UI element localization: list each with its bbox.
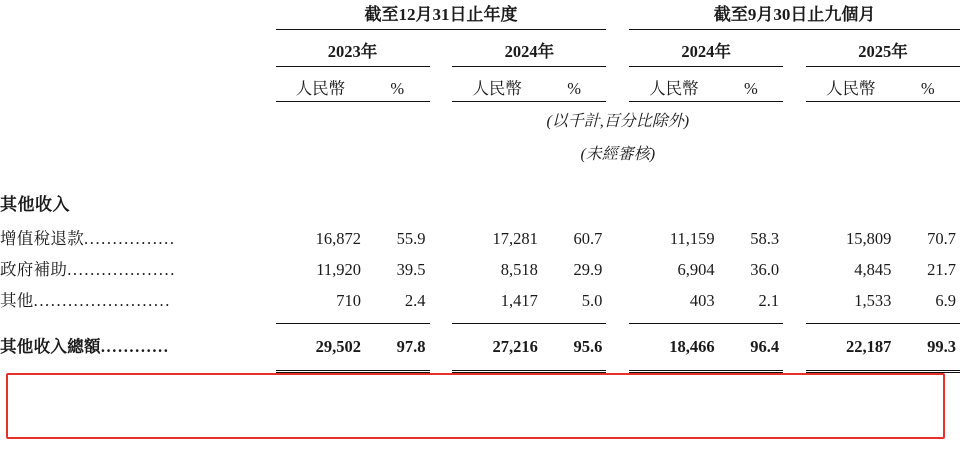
header-group-row <box>0 0 960 30</box>
total-label-dots: ............ <box>100 336 170 356</box>
row-label-text: 其他 <box>0 291 34 310</box>
header-unit-gap-2 <box>606 75 629 102</box>
header-year-gap-3 <box>783 38 806 67</box>
cell-vat-2025n-pct: 70.7 <box>927 229 956 248</box>
header-group-ninemonths: 截至9月30日止九個月 <box>629 0 960 30</box>
dblrule-2023-rmb <box>276 362 365 372</box>
rule-spacer <box>0 314 276 324</box>
cell-total-2025n-pct: 99.3 <box>927 336 956 356</box>
cell-vat-2023-pct: 55.9 <box>396 229 426 248</box>
rule-2023-rmb <box>276 314 365 324</box>
cell-others-2023-pct: 2.4 <box>404 291 426 310</box>
cell-total-2024n-rmb: 18,466 <box>669 336 715 356</box>
cell-gap <box>606 252 629 283</box>
total-row <box>0 324 960 362</box>
header-unit-pct-4: % <box>895 75 960 102</box>
header-unit-row <box>0 75 960 102</box>
cell-gap <box>783 252 806 283</box>
row-label-vat-refund <box>0 221 276 252</box>
dblrule-2024n-rmb <box>629 362 718 372</box>
spacer-cell <box>0 67 960 76</box>
total-double-rule-row <box>0 362 960 372</box>
row-label-others <box>0 283 276 314</box>
table-row <box>0 221 960 252</box>
rule-gap <box>430 314 453 324</box>
header-unit-rmb-3: 人民幣 <box>629 75 718 102</box>
header-spacer <box>0 0 276 30</box>
dblrule-gap <box>783 362 806 372</box>
cell-grants-2024a-rmb: 8,518 <box>500 260 538 279</box>
rule-2025n-rmb <box>806 314 895 324</box>
cell-others-2024n-pct: 2.1 <box>758 291 780 310</box>
cell-gap <box>430 252 453 283</box>
total-label-text: 其他收入總額 <box>0 336 101 356</box>
cell-gap <box>430 324 453 362</box>
dblrule-2023-pct <box>365 362 429 372</box>
row-label-text: 政府補助 <box>0 260 68 279</box>
cell-others-2024n-rmb: 403 <box>689 291 715 310</box>
header-spacer-row-2 <box>0 67 960 76</box>
cell-gap <box>783 324 806 362</box>
cell-grants-2023-pct: 39.5 <box>396 260 426 279</box>
cell-total-2023-rmb: 29,502 <box>315 336 362 356</box>
cell-vat-2024a-pct: 60.7 <box>573 229 603 248</box>
note-audit-row <box>0 131 960 164</box>
cell-vat-2025n-rmb: 15,809 <box>846 229 892 248</box>
header-year-2025-nine: 2025年 <box>806 38 960 67</box>
table-row <box>0 283 960 314</box>
cell-vat-2024n-pct: 58.3 <box>750 229 780 248</box>
rule-gap <box>783 314 806 324</box>
cell-others-2025n-pct: 6.9 <box>935 291 956 310</box>
header-year-row <box>0 38 960 67</box>
header-unit-rmb-1: 人民幣 <box>276 75 365 102</box>
dblrule-2024n-pct <box>719 362 783 372</box>
header-year-2024-annual: 2024年 <box>452 38 606 67</box>
dblrule-2024a-pct <box>542 362 607 372</box>
header-unit-spacer <box>0 75 276 102</box>
dblrule-2024a-rmb <box>452 362 541 372</box>
row-label-government-grants <box>0 252 276 283</box>
note-unaudited: (未經審核) <box>580 146 656 163</box>
dblrule-spacer <box>0 362 276 372</box>
rule-2024a-pct <box>542 314 607 324</box>
cell-gap <box>430 283 453 314</box>
table-row <box>0 252 960 283</box>
cell-total-2024a-pct: 95.6 <box>573 336 603 356</box>
header-year-2024-nine: 2024年 <box>629 38 783 67</box>
cell-others-2023-rmb: 710 <box>336 291 362 310</box>
header-unit-gap-3 <box>783 75 806 102</box>
cell-gap <box>606 221 629 252</box>
note-spacer <box>0 102 276 132</box>
cell-grants-2025n-pct: 21.7 <box>927 260 956 279</box>
header-gap <box>606 0 629 30</box>
section-title-row <box>0 164 960 221</box>
rule-2024n-pct <box>719 314 783 324</box>
cell-others-2024a-rmb: 1,417 <box>500 291 538 310</box>
subtotal-rule-row <box>0 314 960 324</box>
header-year-spacer <box>0 38 276 67</box>
header-unit-pct-1: % <box>365 75 429 102</box>
header-unit-rmb-2: 人民幣 <box>452 75 541 102</box>
rule-2025n-pct <box>895 314 960 324</box>
rule-gap <box>606 314 629 324</box>
note-spacer-2 <box>0 131 276 164</box>
header-year-gap-1 <box>430 38 453 67</box>
spacer-cell <box>0 30 960 39</box>
cell-vat-2024n-rmb: 11,159 <box>669 229 715 248</box>
dblrule-gap <box>430 362 453 372</box>
header-year-2023: 2023年 <box>276 38 430 67</box>
cell-others-2024a-pct: 5.0 <box>581 291 603 310</box>
cell-grants-2023-rmb: 11,920 <box>316 260 362 279</box>
header-unit-rmb-4: 人民幣 <box>806 75 895 102</box>
rule-2024a-rmb <box>452 314 541 324</box>
cell-total-2023-pct: 97.8 <box>396 336 426 356</box>
cell-gap <box>606 283 629 314</box>
cell-grants-2024n-pct: 36.0 <box>750 260 780 279</box>
header-year-gap-2 <box>606 38 629 67</box>
row-label-dots: ................... <box>67 260 176 279</box>
cell-grants-2025n-rmb: 4,845 <box>854 260 892 279</box>
cell-total-2024a-rmb: 27,216 <box>492 336 538 356</box>
cell-total-2024n-pct: 96.4 <box>750 336 780 356</box>
section-title-other-income: 其他收入 <box>0 195 70 214</box>
note-units: (以千計,百分比除外) <box>546 113 690 130</box>
rule-2023-pct <box>365 314 429 324</box>
cell-gap <box>606 324 629 362</box>
row-label-total-other-income <box>0 324 276 362</box>
cell-vat-2023-rmb: 16,872 <box>315 229 362 248</box>
cell-vat-2024a-rmb: 17,281 <box>492 229 538 248</box>
cell-others-2025n-rmb: 1,533 <box>854 291 892 310</box>
cell-gap <box>783 221 806 252</box>
dblrule-gap <box>606 362 629 372</box>
cell-grants-2024a-pct: 29.9 <box>573 260 603 279</box>
row-label-dots: ........................ <box>33 291 172 310</box>
cell-gap <box>783 283 806 314</box>
note-units-row <box>0 102 960 132</box>
cell-total-2025n-rmb: 22,187 <box>846 336 892 356</box>
row-label-text: 增值稅退款 <box>0 229 84 248</box>
highlight-box-total <box>6 373 945 439</box>
cell-gap <box>430 221 453 252</box>
rule-2024n-rmb <box>629 314 718 324</box>
dblrule-2025n-rmb <box>806 362 895 372</box>
header-unit-gap-1 <box>430 75 453 102</box>
row-label-dots: ................ <box>84 229 176 248</box>
header-spacer-row-1 <box>0 30 960 39</box>
header-group-annual: 截至12月31日止年度 <box>276 0 607 30</box>
cell-grants-2024n-rmb: 6,904 <box>677 260 715 279</box>
dblrule-2025n-pct <box>895 362 960 372</box>
header-unit-pct-3: % <box>719 75 783 102</box>
header-unit-pct-2: % <box>542 75 607 102</box>
